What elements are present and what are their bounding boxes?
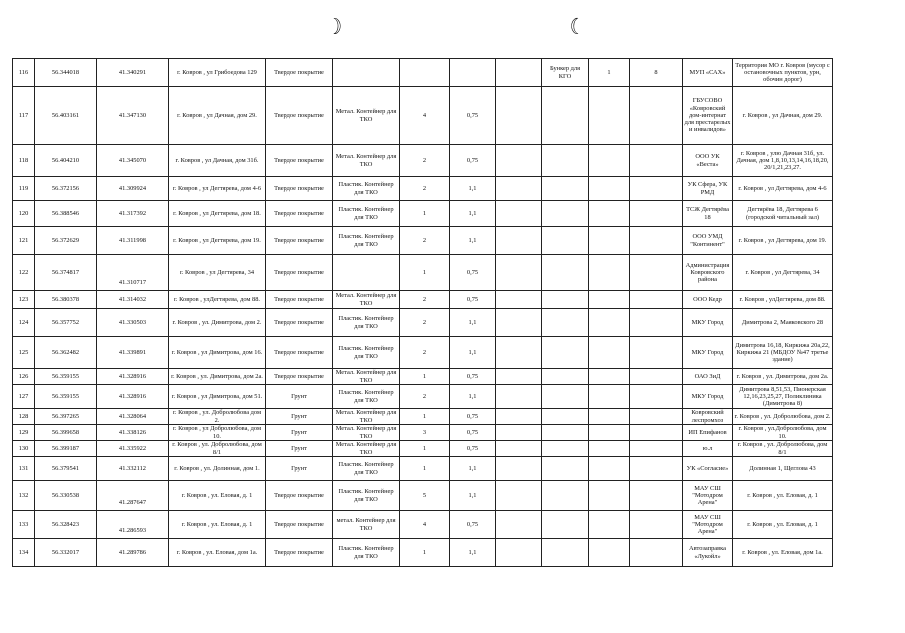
- cell-waste-source: Димитрова 16,18, Киркижа 20а,22, Киркижа 21 (МБДОУ №47 третье здание): [733, 337, 833, 369]
- cell-bunker-count: [589, 309, 630, 337]
- cell-address: г. Ковров , ул. Димитрова, дом 2а.: [169, 369, 266, 385]
- cell-container-volume: 0,75: [450, 441, 496, 457]
- cell-longitude: 41.287647: [97, 481, 169, 511]
- cell-container-type: Метал. Контейнер для ТКО: [333, 291, 400, 309]
- cell-container-volume: 1,1: [450, 385, 496, 409]
- cell-empty: [496, 385, 542, 409]
- cell-container-volume: 0,75: [450, 291, 496, 309]
- cell-owner: ГБУСОВО «Ковровский дом-интернат для престарелых и инвалидов»: [683, 87, 733, 145]
- cell-container-count: 1: [400, 457, 450, 481]
- cell-container-type: [333, 59, 400, 87]
- cell-number: 126: [13, 369, 35, 385]
- cell-address: г. Ковров , ул. Еловая, дом 1а.: [169, 539, 266, 567]
- cell-owner: МУП «САХ»: [683, 59, 733, 87]
- cell-address: г. Ковров , ул Дачная, дом 31б.: [169, 145, 266, 177]
- cell-owner: ТСЖ Дегтярёва 18: [683, 201, 733, 227]
- cell-bunker-type: [542, 227, 589, 255]
- table-row: [13, 291, 833, 309]
- cell-container-volume: [450, 59, 496, 87]
- cell-container-type: Метал. Контейнер для ТКО: [333, 87, 400, 145]
- cell-container-count: 1: [400, 201, 450, 227]
- cell-bunker-volume: [630, 309, 683, 337]
- table-row: [13, 385, 833, 409]
- cell-container-count: 2: [400, 177, 450, 201]
- cell-bunker-type: [542, 255, 589, 291]
- cell-container-volume: 1,1: [450, 201, 496, 227]
- cell-address: г. Ковров , ул. Долинная, дом 1.: [169, 457, 266, 481]
- cell-waste-source: г. Ковров , улДегтярева, дом 88.: [733, 291, 833, 309]
- cell-latitude: 56.332017: [35, 539, 97, 567]
- cell-container-volume: 1,1: [450, 309, 496, 337]
- cell-container-count: 4: [400, 87, 450, 145]
- table-row: [13, 145, 833, 177]
- cell-container-volume: 0,75: [450, 369, 496, 385]
- cell-empty: [496, 481, 542, 511]
- cell-surface: Твердое покрытие: [266, 145, 333, 177]
- cell-latitude: 56.357752: [35, 309, 97, 337]
- cell-surface: Грунт: [266, 409, 333, 425]
- cell-number: 124: [13, 309, 35, 337]
- cell-address: г. Ковров , ул Грибоедова 129: [169, 59, 266, 87]
- cell-bunker-type: [542, 409, 589, 425]
- cell-latitude: 56.359155: [35, 369, 97, 385]
- cell-surface: Грунт: [266, 441, 333, 457]
- cell-empty: [496, 511, 542, 539]
- cell-latitude: 56.372629: [35, 227, 97, 255]
- cell-longitude: 41.311998: [97, 227, 169, 255]
- cell-container-volume: 0,75: [450, 87, 496, 145]
- cell-container-type: Пластик. Контейнер для ТКО: [333, 385, 400, 409]
- cell-longitude: 41.347130: [97, 87, 169, 145]
- cell-bunker-volume: [630, 145, 683, 177]
- cell-number: 119: [13, 177, 35, 201]
- cell-bunker-count: [589, 291, 630, 309]
- cell-container-type: Пластик. Контейнер для ТКО: [333, 309, 400, 337]
- cell-bunker-type: [542, 309, 589, 337]
- cell-address: г. Ковров , ул Дегтярева, дом 19.: [169, 227, 266, 255]
- cell-container-count: 5: [400, 481, 450, 511]
- cell-number: 120: [13, 201, 35, 227]
- cell-number: 125: [13, 337, 35, 369]
- cell-latitude: 56.372156: [35, 177, 97, 201]
- cell-address: г. Ковров , ул. Добролюбова, дом 8/1: [169, 441, 266, 457]
- cell-container-volume: 1,1: [450, 481, 496, 511]
- cell-owner: Автозаправка «Лукойл»: [683, 539, 733, 567]
- cell-number: 117: [13, 87, 35, 145]
- cell-empty: [496, 87, 542, 145]
- cell-waste-source: г. Ковров , ул.Добролюбова, дом 10.: [733, 425, 833, 441]
- cell-container-type: Пластик. Контейнер для ТКО: [333, 539, 400, 567]
- cell-surface: Твердое покрытие: [266, 511, 333, 539]
- cell-latitude: 56.330538: [35, 481, 97, 511]
- cell-number: 121: [13, 227, 35, 255]
- cell-surface: Твердое покрытие: [266, 59, 333, 87]
- cell-waste-source: Димитрова 8,51,53, Пионерская 12,16,23,25,27, Поликлиника (Димитрова 8): [733, 385, 833, 409]
- cell-bunker-type: [542, 539, 589, 567]
- cell-empty: [496, 309, 542, 337]
- cell-bunker-count: [589, 145, 630, 177]
- cell-waste-source: г. Ковров , улю Дачная 31б, ул. Дачная, дом 1,8,10,13,14,16,18,20, 20/1,21,23,27.: [733, 145, 833, 177]
- cell-address: г. Ковров , ул Добролюбова, дом 10.: [169, 425, 266, 441]
- cell-container-count: 2: [400, 145, 450, 177]
- cell-waste-source: г. Ковров , ул. Еловая, д. 1: [733, 481, 833, 511]
- cell-empty: [496, 337, 542, 369]
- cell-empty: [496, 425, 542, 441]
- cell-bunker-volume: [630, 425, 683, 441]
- cell-bunker-volume: [630, 409, 683, 425]
- cell-empty: [496, 255, 542, 291]
- cell-container-volume: 1,1: [450, 337, 496, 369]
- cell-address: г. Ковров , ул Дегтярева, 34: [169, 255, 266, 291]
- cell-surface: Твердое покрытие: [266, 87, 333, 145]
- cell-number: 118: [13, 145, 35, 177]
- cell-longitude: 41.328064: [97, 409, 169, 425]
- cell-bunker-count: [589, 337, 630, 369]
- cell-bunker-volume: [630, 441, 683, 457]
- cell-owner: ООО УМД "Континент": [683, 227, 733, 255]
- table-row: [13, 309, 833, 337]
- cell-waste-source: г. Ковров , ул. Еловая, дом 1а.: [733, 539, 833, 567]
- cell-address: г. Ковров , ул Дегтярева, дом 18.: [169, 201, 266, 227]
- cell-bunker-count: [589, 201, 630, 227]
- cell-container-count: 1: [400, 255, 450, 291]
- waste-sites-table: [12, 58, 833, 567]
- cell-container-count: 4: [400, 511, 450, 539]
- cell-container-volume: 0,75: [450, 255, 496, 291]
- cell-latitude: 56.388546: [35, 201, 97, 227]
- cell-bunker-count: [589, 425, 630, 441]
- cell-empty: [496, 145, 542, 177]
- cell-container-volume: 1,1: [450, 539, 496, 567]
- cell-bunker-volume: [630, 177, 683, 201]
- cell-container-count: 1: [400, 539, 450, 567]
- cell-container-count: 2: [400, 227, 450, 255]
- cell-bunker-count: [589, 385, 630, 409]
- cell-bunker-count: [589, 441, 630, 457]
- cell-surface: Твердое покрытие: [266, 255, 333, 291]
- cell-empty: [496, 291, 542, 309]
- cell-latitude: 56.380378: [35, 291, 97, 309]
- cell-address: г. Ковров , ул. Димитрова, дом 2.: [169, 309, 266, 337]
- table-row: [13, 59, 833, 87]
- cell-bunker-type: [542, 511, 589, 539]
- cell-container-volume: 1,1: [450, 457, 496, 481]
- cell-surface: Твердое покрытие: [266, 291, 333, 309]
- cell-bunker-count: 1: [589, 59, 630, 87]
- cell-surface: Твердое покрытие: [266, 201, 333, 227]
- cell-bunker-type: [542, 337, 589, 369]
- cell-bunker-count: [589, 457, 630, 481]
- cell-container-type: Пластик. Контейнер для ТКО: [333, 337, 400, 369]
- cell-number: 134: [13, 539, 35, 567]
- cell-number: 122: [13, 255, 35, 291]
- cell-number: 133: [13, 511, 35, 539]
- table-row: [13, 255, 833, 291]
- cell-bunker-count: [589, 177, 630, 201]
- cell-bunker-count: [589, 369, 630, 385]
- cell-address: г. Ковров , ул Дачная, дом 29.: [169, 87, 266, 145]
- cell-bunker-volume: [630, 87, 683, 145]
- cell-latitude: 56.344018: [35, 59, 97, 87]
- cell-waste-source: г. Ковров , ул Дегтярева, 34: [733, 255, 833, 291]
- cell-longitude: 41.330503: [97, 309, 169, 337]
- cell-owner: УК «Согласие»: [683, 457, 733, 481]
- cell-bunker-volume: [630, 255, 683, 291]
- cell-waste-source: Территория МО г. Ковров (мусор с остановочных пунктов, урн, обочин дорог): [733, 59, 833, 87]
- cell-longitude: 41.328916: [97, 369, 169, 385]
- cell-waste-source: г. Ковров , ул Дегтярева, дом 4-6: [733, 177, 833, 201]
- cell-container-type: Метал. Контейнер для ТКО: [333, 409, 400, 425]
- cell-waste-source: г. Ковров , ул. Димитрова, дом 2а.: [733, 369, 833, 385]
- cell-longitude: 41.332112: [97, 457, 169, 481]
- cell-container-volume: 1,1: [450, 177, 496, 201]
- cell-bunker-type: Бункер для КГО: [542, 59, 589, 87]
- cell-owner: Администрация Ковровского района: [683, 255, 733, 291]
- table-row: [13, 441, 833, 457]
- table-row: [13, 227, 833, 255]
- cell-address: г. Ковров , ул. Добролюбова дом 2.: [169, 409, 266, 425]
- cell-address: г. Ковров , улДегтярева, дом 88.: [169, 291, 266, 309]
- cell-surface: Твердое покрытие: [266, 337, 333, 369]
- cell-bunker-count: [589, 409, 630, 425]
- cell-bunker-volume: [630, 369, 683, 385]
- cell-container-type: Пластик. Контейнер для ТКО: [333, 457, 400, 481]
- cell-empty: [496, 539, 542, 567]
- cell-surface: Твердое покрытие: [266, 309, 333, 337]
- crescent-mark-right: ☾: [569, 15, 584, 40]
- cell-longitude: 41.339891: [97, 337, 169, 369]
- cell-bunker-count: [589, 87, 630, 145]
- cell-bunker-type: [542, 441, 589, 457]
- cell-surface: Твердое покрытие: [266, 539, 333, 567]
- cell-bunker-volume: [630, 385, 683, 409]
- cell-bunker-type: [542, 457, 589, 481]
- cell-number: 128: [13, 409, 35, 425]
- cell-container-type: Метал. Контейнер для ТКО: [333, 145, 400, 177]
- cell-owner: МКУ Город: [683, 309, 733, 337]
- cell-bunker-volume: [630, 511, 683, 539]
- table-row: [13, 337, 833, 369]
- cell-surface: Твердое покрытие: [266, 177, 333, 201]
- cell-latitude: 56.397265: [35, 409, 97, 425]
- cell-container-volume: 0,75: [450, 145, 496, 177]
- cell-bunker-volume: [630, 457, 683, 481]
- cell-longitude: 41.289786: [97, 539, 169, 567]
- cell-owner: Ковровский леспромхоз: [683, 409, 733, 425]
- cell-latitude: 56.328423: [35, 511, 97, 539]
- table-row: [13, 369, 833, 385]
- cell-bunker-type: [542, 481, 589, 511]
- cell-longitude: 41.338126: [97, 425, 169, 441]
- cell-container-count: 2: [400, 385, 450, 409]
- cell-container-count: [400, 59, 450, 87]
- cell-longitude: 41.328916: [97, 385, 169, 409]
- cell-latitude: 56.399187: [35, 441, 97, 457]
- cell-number: 116: [13, 59, 35, 87]
- cell-waste-source: Дегтярёва 18, Дегтярева 6 (городской читальный зал): [733, 201, 833, 227]
- cell-bunker-volume: 8: [630, 59, 683, 87]
- cell-container-type: Метал. Контейнер для ТКО: [333, 441, 400, 457]
- cell-empty: [496, 457, 542, 481]
- cell-container-type: Пластик. Контейнер для ТКО: [333, 227, 400, 255]
- cell-bunker-type: [542, 177, 589, 201]
- cell-surface: Твердое покрытие: [266, 227, 333, 255]
- cell-container-count: 1: [400, 441, 450, 457]
- cell-bunker-type: [542, 369, 589, 385]
- cell-waste-source: г. Ковров , ул Дачная, дом 29.: [733, 87, 833, 145]
- cell-latitude: 56.379541: [35, 457, 97, 481]
- cell-container-count: 2: [400, 309, 450, 337]
- cell-container-volume: 0,75: [450, 425, 496, 441]
- cell-address: г. Ковров , ул. Еловая, д. 1: [169, 481, 266, 511]
- cell-bunker-count: [589, 481, 630, 511]
- crescent-mark-left: ☽: [327, 15, 342, 40]
- cell-longitude: 41.314032: [97, 291, 169, 309]
- cell-longitude: 41.286593: [97, 511, 169, 539]
- cell-waste-source: Долинная 1, Щеглова 43: [733, 457, 833, 481]
- cell-empty: [496, 441, 542, 457]
- cell-number: 123: [13, 291, 35, 309]
- cell-empty: [496, 227, 542, 255]
- cell-latitude: 56.374817: [35, 255, 97, 291]
- table-row: [13, 87, 833, 145]
- cell-bunker-volume: [630, 227, 683, 255]
- cell-container-count: 1: [400, 369, 450, 385]
- cell-waste-source: г. Ковров , ул. Добролюбова, дом 8/1: [733, 441, 833, 457]
- cell-container-volume: 1,1: [450, 227, 496, 255]
- cell-owner: ОАО ЗиД: [683, 369, 733, 385]
- cell-bunker-volume: [630, 481, 683, 511]
- cell-bunker-count: [589, 255, 630, 291]
- cell-longitude: 41.309924: [97, 177, 169, 201]
- table-row: [13, 539, 833, 567]
- cell-container-count: 2: [400, 291, 450, 309]
- cell-container-volume: 0,75: [450, 511, 496, 539]
- cell-owner: МКУ Город: [683, 337, 733, 369]
- cell-owner: ООО УК «Веста»: [683, 145, 733, 177]
- cell-bunker-type: [542, 291, 589, 309]
- cell-waste-source: Димитрова 2, Маяковского 28: [733, 309, 833, 337]
- cell-owner: УК Сфера, УК РМД: [683, 177, 733, 201]
- cell-container-count: 3: [400, 425, 450, 441]
- cell-number: 127: [13, 385, 35, 409]
- cell-bunker-type: [542, 385, 589, 409]
- cell-bunker-count: [589, 539, 630, 567]
- table-row: [13, 425, 833, 441]
- cell-container-count: 1: [400, 409, 450, 425]
- table-row: [13, 481, 833, 511]
- cell-address: г. Ковров , ул Дегтярева, дом 4-6: [169, 177, 266, 201]
- cell-container-type: [333, 255, 400, 291]
- cell-latitude: 56.362482: [35, 337, 97, 369]
- cell-surface: Грунт: [266, 425, 333, 441]
- cell-empty: [496, 59, 542, 87]
- cell-owner: МАУ СШ "Мотодром Арена": [683, 511, 733, 539]
- cell-bunker-type: [542, 145, 589, 177]
- cell-waste-source: г. Ковров , ул. Еловая, д. 1: [733, 511, 833, 539]
- cell-waste-source: г. Ковров , ул Дегтярева, дом 19.: [733, 227, 833, 255]
- cell-owner: МКУ Город: [683, 385, 733, 409]
- cell-empty: [496, 177, 542, 201]
- cell-surface: Грунт: [266, 457, 333, 481]
- cell-number: 131: [13, 457, 35, 481]
- cell-bunker-count: [589, 227, 630, 255]
- cell-bunker-type: [542, 425, 589, 441]
- cell-bunker-volume: [630, 337, 683, 369]
- cell-longitude: 41.340291: [97, 59, 169, 87]
- table-row: [13, 511, 833, 539]
- cell-surface: Твердое покрытие: [266, 481, 333, 511]
- cell-latitude: 56.399658: [35, 425, 97, 441]
- cell-number: 130: [13, 441, 35, 457]
- cell-empty: [496, 409, 542, 425]
- cell-longitude: 41.345070: [97, 145, 169, 177]
- cell-container-volume: 0,75: [450, 409, 496, 425]
- cell-owner: ю.л: [683, 441, 733, 457]
- cell-empty: [496, 201, 542, 227]
- cell-container-type: Пластик. Контейнер для ТКО: [333, 201, 400, 227]
- cell-address: г. Ковров , ул Димитрова, дом 51.: [169, 385, 266, 409]
- cell-empty: [496, 369, 542, 385]
- cell-longitude: 41.310717: [97, 255, 169, 291]
- cell-bunker-volume: [630, 539, 683, 567]
- cell-container-type: Метал. Контейнер для ТКО: [333, 425, 400, 441]
- table-row: [13, 409, 833, 425]
- cell-bunker-type: [542, 87, 589, 145]
- cell-bunker-count: [589, 511, 630, 539]
- cell-owner: ИП Епифанов: [683, 425, 733, 441]
- table-row: [13, 457, 833, 481]
- table-row: [13, 177, 833, 201]
- cell-latitude: 56.359155: [35, 385, 97, 409]
- cell-latitude: 56.403161: [35, 87, 97, 145]
- cell-owner: ООО Кедр: [683, 291, 733, 309]
- cell-bunker-volume: [630, 291, 683, 309]
- cell-latitude: 56.404210: [35, 145, 97, 177]
- cell-waste-source: г. Ковров , ул. Добролюбова, дом 2.: [733, 409, 833, 425]
- cell-number: 132: [13, 481, 35, 511]
- cell-surface: Твердое покрытие: [266, 369, 333, 385]
- cell-bunker-volume: [630, 201, 683, 227]
- cell-bunker-type: [542, 201, 589, 227]
- cell-longitude: 41.335922: [97, 441, 169, 457]
- cell-container-count: 2: [400, 337, 450, 369]
- cell-container-type: Метал. Контейнер для ТКО: [333, 369, 400, 385]
- cell-surface: Грунт: [266, 385, 333, 409]
- table-row: [13, 201, 833, 227]
- cell-container-type: Пластик. Контейнер для ТКО: [333, 177, 400, 201]
- cell-owner: МАУ СШ "Мотодром Арена": [683, 481, 733, 511]
- cell-address: г. Ковров , ул. Еловая, д. 1: [169, 511, 266, 539]
- cell-number: 129: [13, 425, 35, 441]
- cell-longitude: 41.317392: [97, 201, 169, 227]
- cell-container-type: Пластик. Контейнер для ТКО: [333, 481, 400, 511]
- cell-address: г. Ковров , ул Димитрова, дом 16.: [169, 337, 266, 369]
- cell-container-type: метал. Контейнер для ТКО: [333, 511, 400, 539]
